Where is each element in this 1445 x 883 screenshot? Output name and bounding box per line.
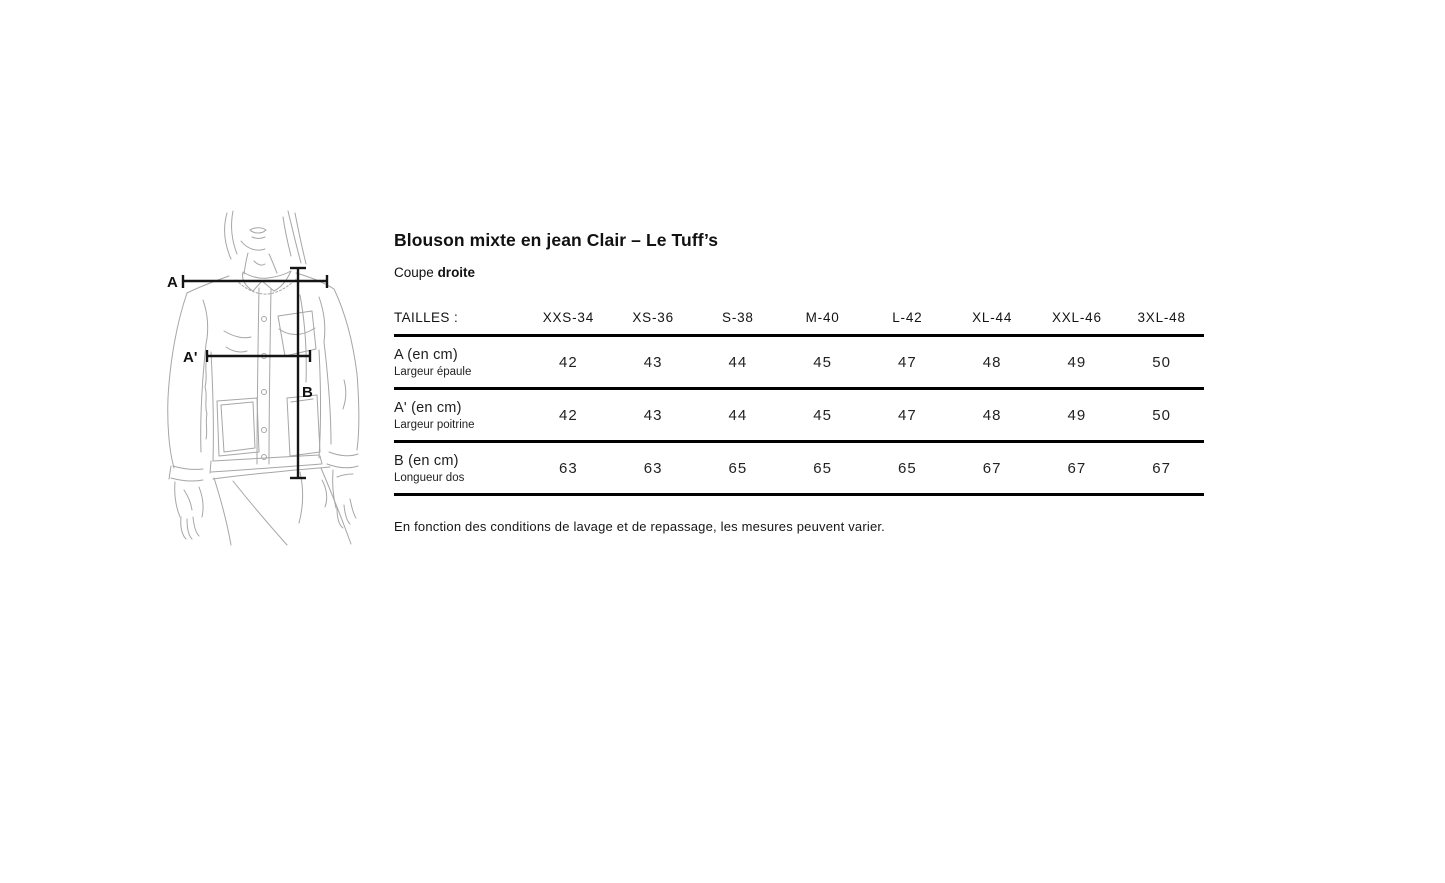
cut-label: Coupe: [394, 265, 434, 280]
table-row: [394, 337, 1204, 390]
measure-description: Longueur dos: [394, 471, 465, 484]
size-value-cell: 45: [813, 353, 832, 371]
size-table-header-row: [394, 301, 1204, 337]
jacket-measurement-diagram: [158, 205, 376, 550]
cut-line: [394, 265, 1204, 280]
size-column-header: L-42: [892, 310, 923, 325]
size-value-cell: 49: [1067, 353, 1087, 371]
table-row: [394, 390, 1204, 443]
size-value-cell: 48: [982, 353, 1002, 371]
size-value-cell: 65: [898, 459, 917, 477]
size-column-header: S-38: [722, 310, 754, 325]
measure-label-a: A: [167, 274, 178, 291]
size-value-cell: 42: [559, 406, 578, 424]
size-value-cell: 67: [1067, 459, 1087, 477]
size-value-cell: 67: [1152, 459, 1171, 477]
measure-name: A' (en cm): [394, 399, 462, 416]
measure-name: A (en cm): [394, 346, 458, 363]
measure-description: Largeur épaule: [394, 365, 472, 378]
size-value-cell: 43: [643, 353, 663, 371]
size-guide-content: [394, 230, 1204, 534]
size-column-header: XL-44: [972, 310, 1013, 325]
size-value-cell: 63: [559, 459, 578, 477]
size-value-cell: 47: [898, 406, 917, 424]
size-value-cell: 48: [982, 406, 1002, 424]
size-value-cell: 65: [728, 459, 748, 477]
size-column-header: XXL-46: [1051, 310, 1102, 325]
size-value-cell: 50: [1152, 353, 1171, 371]
size-value-cell: 44: [728, 406, 748, 424]
table-row: [394, 443, 1204, 496]
jacket-sketch: [168, 211, 359, 545]
size-value-cell: 49: [1067, 406, 1087, 424]
measure-label-a-prime: A': [183, 349, 198, 366]
measure-description: Largeur poitrine: [394, 418, 475, 431]
row-label: [394, 453, 526, 484]
size-value-cell: 45: [813, 406, 832, 424]
sizes-header-label: TAILLES :: [394, 310, 459, 325]
size-value-cell: 67: [982, 459, 1002, 477]
size-table: [394, 301, 1204, 496]
size-column-header: 3XL-48: [1137, 310, 1186, 325]
size-value-cell: 44: [728, 353, 748, 371]
size-value-cell: 50: [1152, 406, 1171, 424]
measure-label-b: B: [302, 384, 313, 401]
care-note: En fonction des conditions de lavage et de repassage, les mesures peuvent varier.: [394, 519, 885, 534]
measure-name: B (en cm): [394, 452, 459, 469]
size-value-cell: 42: [559, 353, 578, 371]
size-value-cell: 47: [898, 353, 917, 371]
cut-value: droite: [437, 265, 476, 280]
size-value-cell: 65: [813, 459, 832, 477]
row-label: [394, 347, 526, 378]
size-column-header: XXS-34: [542, 310, 595, 325]
size-value-cell: 43: [643, 406, 663, 424]
jacket-sketch-svg: [158, 205, 376, 550]
row-label: [394, 400, 526, 431]
size-column-header: XS-36: [632, 310, 674, 325]
page-title: Blouson mixte en jean Clair – Le Tuff’s: [394, 230, 719, 250]
size-column-header: M-40: [805, 310, 840, 325]
size-value-cell: 63: [643, 459, 663, 477]
